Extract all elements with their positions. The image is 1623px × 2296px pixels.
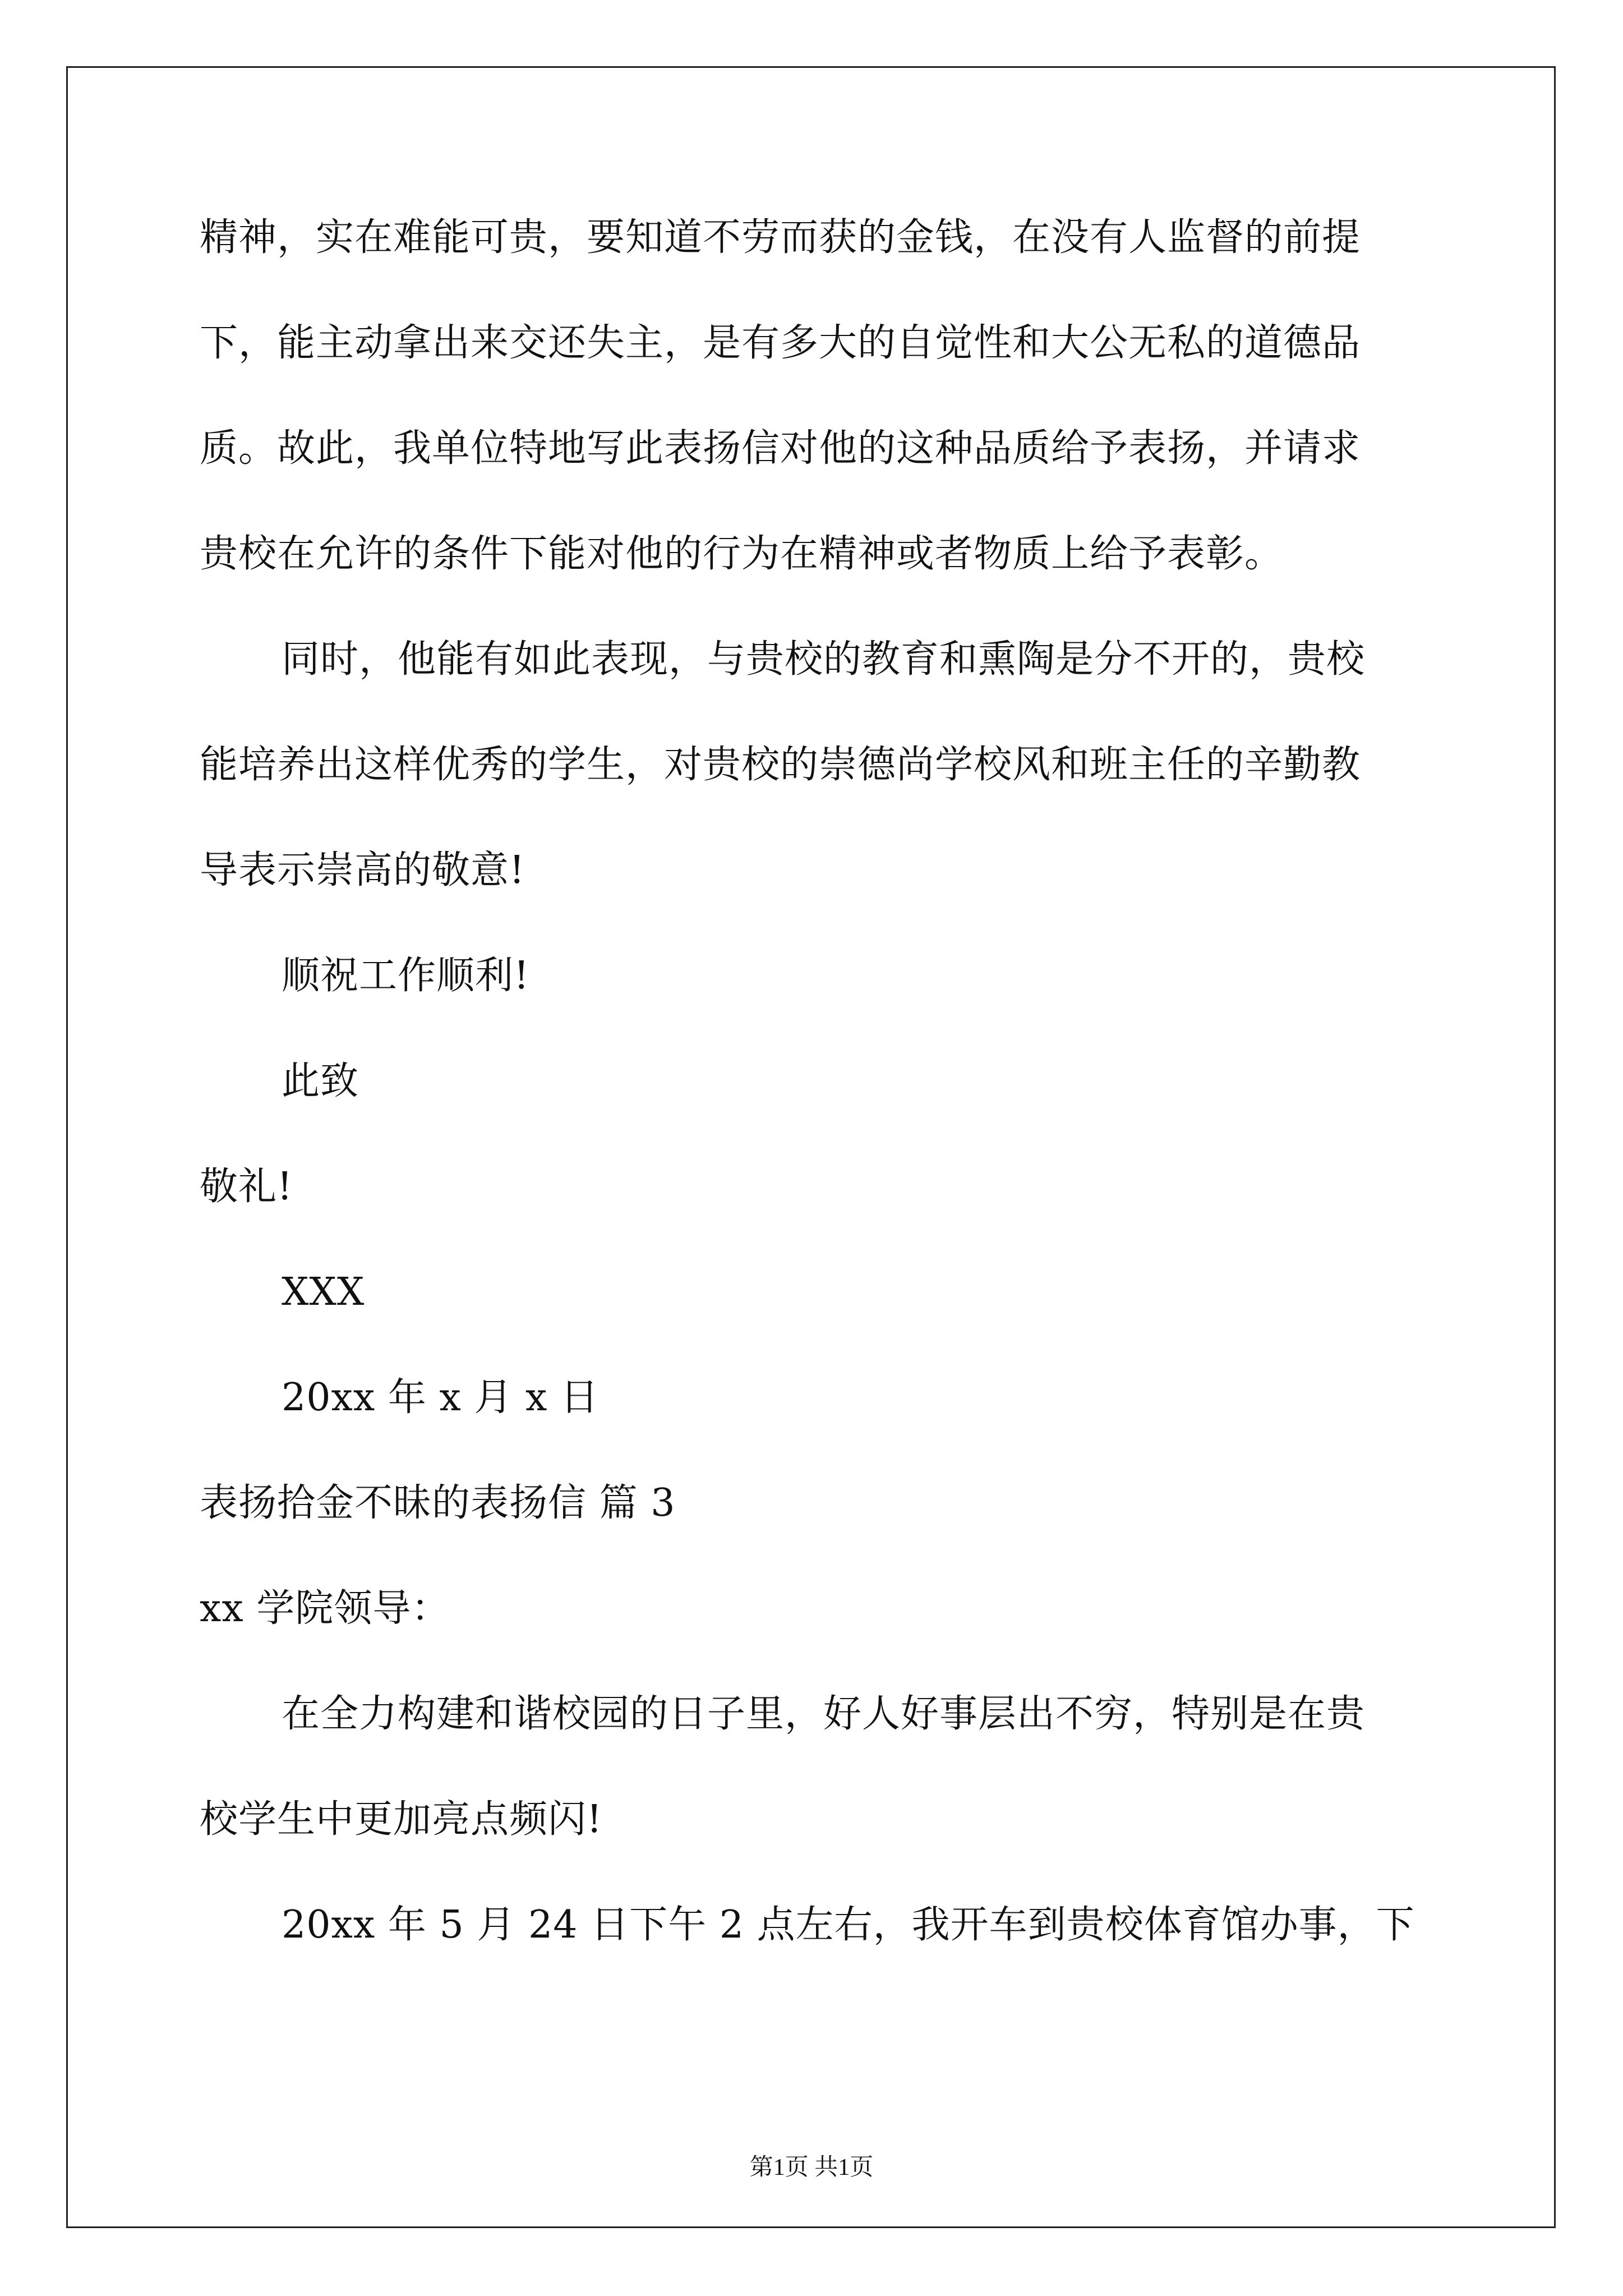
signature: XXX [282, 1270, 365, 1314]
page-footer: 第1页 共1页 [749, 2155, 874, 2180]
text-line-3: 质。故此，我单位特地写此表扬信对他的这种品质给予表扬，并请求 [200, 426, 1361, 471]
salutation: xx 学院领导： [200, 1586, 450, 1631]
text-line-7: 导表示崇高的敬意! [200, 848, 525, 892]
text-line-16: 校学生中更加亮点频闪! [200, 1797, 603, 1842]
text-line-15: 在全力构建和谐校园的日子里，好人好事层出不穷，特别是在贵 [282, 1692, 1366, 1736]
text-line-5: 同时，他能有如此表现，与贵校的教育和熏陶是分不开的，贵校 [282, 637, 1366, 682]
document-body [200, 185, 1433, 1978]
text-line-6: 能培养出这样优秀的学生，对贵校的崇德尚学校风和班主任的辛勤教 [200, 743, 1361, 787]
closing-cizhi: 此致 [282, 1059, 359, 1103]
closing-wish: 顺祝工作顺利! [282, 954, 530, 998]
closing-jingli: 敬礼! [200, 1165, 293, 1209]
text-line-1: 精神，实在难能可贵，要知道不劳而获的金钱，在没有人监督的前提 [200, 215, 1361, 260]
text-line-17: 20xx 年 5 月 24 日下午 2 点左右，我开车到贵校体育馆办事，下 [282, 1903, 1415, 1947]
date-line: 20xx 年 x 月 x 日 [282, 1375, 600, 1420]
section-heading: 表扬拾金不昧的表扬信 篇 3 [200, 1481, 676, 1525]
text-line-4: 贵校在允许的条件下能对他的行为在精神或者物质上给予表彰。 [200, 532, 1284, 576]
text-line-2: 下，能主动拿出来交还失主，是有多大的自觉性和大公无私的道德品 [200, 321, 1361, 365]
